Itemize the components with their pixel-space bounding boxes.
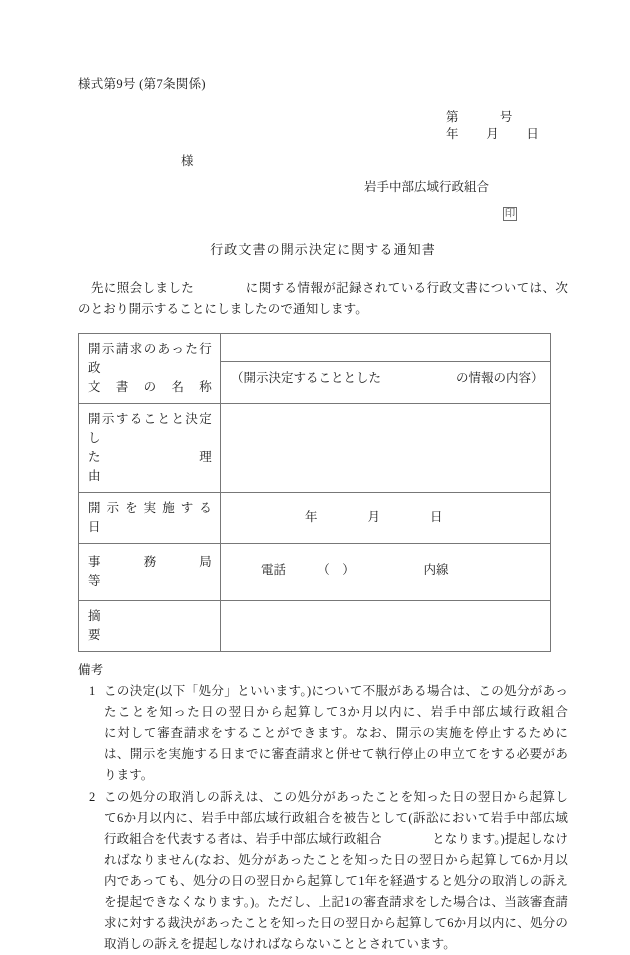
row-value-office[interactable] [221, 543, 551, 600]
notes-heading: 備考 [78, 662, 104, 677]
form-number: 様式第9号 (第7条関係) [78, 77, 206, 91]
row-label-line1: 開示請求のあった行政 [88, 341, 212, 375]
row-label-line1: 事 務 局 等 [88, 554, 238, 588]
note-text: この処分の取消しの訴えは、この処分があったことを知った日の翌日から起算して6か月以内に、岩手中部広域行政組合を被告として(訴訟において岩手中部広域行政組合を代表する者は、岩手中部広域行政組合 となります。)提起しなければなりません(なお、処分があったことを知った日の翌日から起算して6か月以内であっても、処分の日の翌日から起算して1年を経過すると処分の取消しの訴えを提起できなくなります。)。ただし、上記1の審査請求をした場合は、当該審査請求に対する裁決があったことを知った日の翌日から起算して6か月以内に、処分の取消しの訴えを提起しなければならないこととされています。 [104, 789, 568, 951]
note-number: 1 [89, 683, 96, 698]
table-row [79, 403, 551, 492]
row-label-disclosure-date [79, 492, 221, 543]
seal-row [78, 203, 568, 221]
note-number: 2 [89, 789, 96, 804]
document-title: 行政文書の開示決定に関する通知書 [210, 241, 436, 257]
row-value-reason-text [221, 442, 550, 454]
row-label-line1: 開 示 を 実 施 す る 日 [88, 500, 212, 534]
disclosure-form-table [78, 333, 551, 652]
table-row [79, 492, 551, 543]
row-value-document-name[interactable] [221, 333, 551, 403]
row-label-remarks [79, 600, 221, 651]
notes-section [78, 661, 619, 955]
list-item [78, 681, 619, 786]
row-value-document-name-note: （開示決定することとした の情報の内容） [231, 371, 544, 385]
row-label-line2: た 理 由 [88, 449, 263, 483]
row-value-office-phone: 電話 （ ） 内線 [261, 562, 449, 577]
intro-paragraph: 先に照会しました に関する情報が記録されている行政文書については、次のとおり開示することにしましたので通知します。 [78, 280, 568, 316]
row-value-disclosure-date[interactable] [221, 492, 551, 543]
row-value-document-name-top[interactable] [221, 341, 550, 362]
document-date-line: 年 月 日 [446, 126, 540, 141]
table-row [79, 543, 551, 600]
row-value-remarks-text [221, 620, 550, 632]
row-label-line2: 文 書 の 名 称 [88, 379, 212, 394]
row-label-document-name [79, 333, 221, 403]
document-meta [78, 109, 568, 143]
row-label-office [79, 543, 238, 600]
list-item [78, 787, 568, 955]
row-value-remarks[interactable] [221, 600, 551, 651]
document-number-line: 第 号 [446, 109, 513, 124]
addressee-honorific: 様 [181, 153, 194, 168]
row-value-disclosure-date-text: 年 月 日 [305, 510, 443, 524]
table-row [79, 333, 551, 403]
row-label-reason [79, 403, 263, 492]
row-label-line1: 摘 要 [88, 608, 203, 642]
issuer-name: 岩手中部広域行政組合 [364, 180, 490, 194]
note-text: この決定(以下「処分」といいます。)について不服がある場合は、この処分があったことを知った日の翌日から起算して3か月以内に、岩手中部広域行政組合 に対して審査請求をすることができます。なお、開示の実施を停止するためには、開示を実施する日までに審査請求と併せて執行停止の申立てをする必要があります。 [104, 683, 619, 782]
official-seal-icon: 印 [504, 207, 516, 219]
table-row [79, 600, 551, 651]
row-label-line1: 開示することと決定し [88, 411, 212, 445]
row-value-reason[interactable] [221, 403, 551, 492]
